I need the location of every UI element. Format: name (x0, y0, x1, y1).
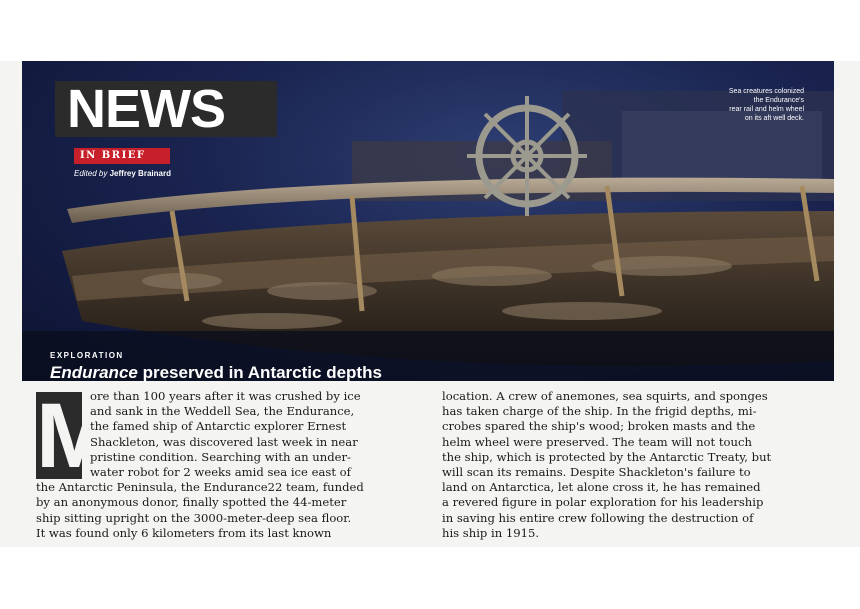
body-line: It was found only 6 kilometers from its last known (36, 525, 332, 540)
body-line: the famed ship of Antarctic explorer Ernest (90, 419, 347, 434)
news-masthead: NEWS (55, 81, 277, 137)
article-kicker: EXPLORATION (50, 351, 124, 360)
caption-line: on its aft well deck. (744, 115, 804, 122)
body-line: crobes spared the ship's wood; broken masts and the (442, 419, 756, 434)
body-line: helm wheel were preserved. The team will not touch (442, 434, 752, 449)
body-line: location. A crew of anemones, sea squirts, and sponges (442, 389, 768, 403)
shipwreck-photo (22, 61, 834, 381)
body-line: pristine condition. Searching with an under- (90, 449, 351, 464)
body-line: by an anonymous donor, finally spotted the 44-meter (36, 495, 347, 510)
drop-cap: M (36, 385, 113, 487)
caption-line: the Endurance's (753, 97, 804, 104)
body-line: a revered figure in polar exploration for his leadership (442, 495, 764, 510)
magazine-page (0, 61, 860, 547)
body-line: Shackleton, was discovered last week in near (90, 434, 358, 449)
editor-name: Jeffrey Brainard (109, 169, 171, 178)
editor-credit (74, 169, 171, 178)
article-headline (50, 362, 382, 384)
photo-caption (654, 87, 804, 123)
headline-text: preserved in Antarctic depths (137, 363, 382, 382)
body-line: will scan its remains. Despite Shackleton's failure to (442, 465, 751, 480)
body-line: the Antarctic Peninsula, the Endurance22 team, funded (36, 480, 364, 495)
body-line: in saving his entire crew following the destruction of (442, 510, 754, 525)
article-column-right (442, 389, 830, 541)
article-column-left (36, 385, 420, 541)
caption-line: Sea creatures colonized (728, 88, 804, 95)
body-line: his ship in 1915. (442, 525, 540, 540)
in-brief-tag: IN BRIEF (74, 148, 170, 164)
body-line: land on Antarctica, let alone cross it, he has remained (442, 480, 761, 495)
headline-ship-name: Endurance (50, 363, 138, 382)
body-line: water robot for 2 weeks amid sea ice east of (90, 465, 351, 480)
editor-prefix: Edited by (74, 169, 108, 178)
caption-line: rear rail and helm wheel (729, 106, 804, 113)
body-line: and sank in the Weddell Sea, the Endurance, (90, 404, 355, 419)
body-line: ore than 100 years after it was crushed by ice (90, 389, 361, 403)
body-line: ship sitting upright on the 3000-meter-deep sea floor. (36, 510, 352, 525)
body-line: the ship, which is protected by the Antarctic Treaty, but (442, 449, 772, 464)
body-line: has taken charge of the ship. In the frigid depths, mi- (442, 404, 757, 419)
